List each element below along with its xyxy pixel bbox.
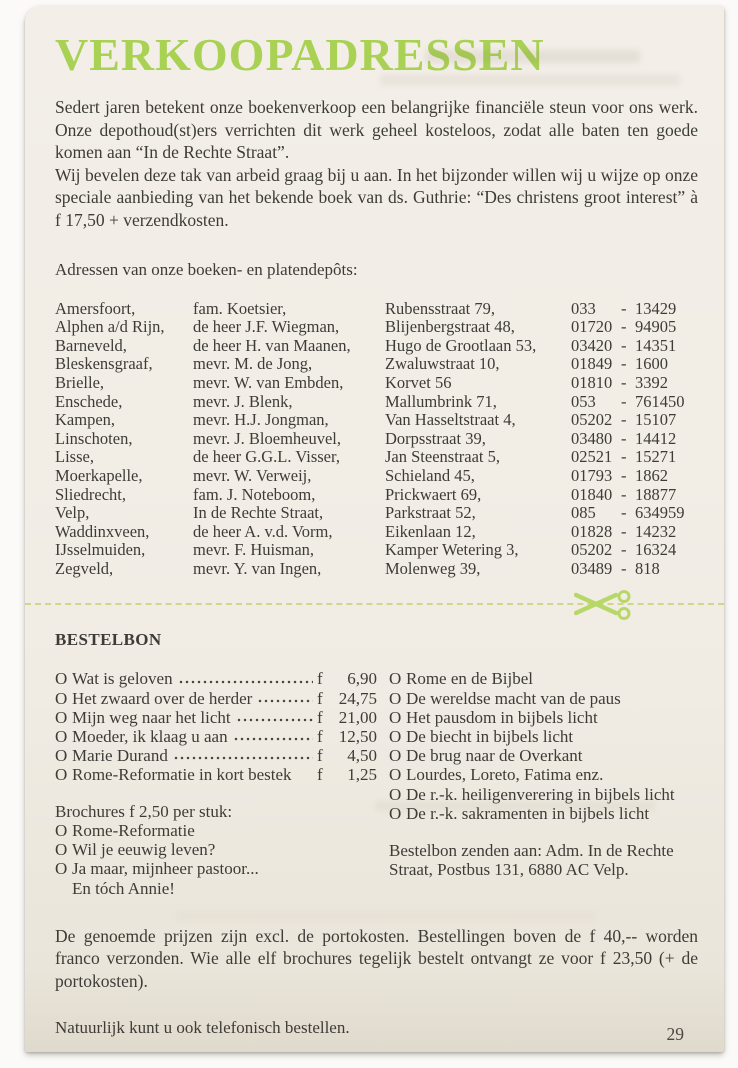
depot-phone: 01840 - 18877 [571,484,677,504]
depot-street: Van Hasseltstraat 4, [385,410,516,430]
order-item: O De r.-k. heiligenverering in bijbels licht [389,784,675,804]
send-to-line-2: Straat, Postbus 131, 6880 AC Velp. [389,860,629,880]
depot-phone: 01828 - 14232 [571,521,677,541]
depot-city: Zegveld, [55,558,114,578]
order-form [55,669,698,897]
intro-section [55,96,698,232]
depot-phone: 03489 - 818 [571,558,660,578]
send-to-address [389,841,698,879]
dot-leader [257,689,313,708]
depot-row [55,541,698,560]
depot-row [55,430,698,449]
depot-contact: de heer H. van Maanen, [193,335,351,355]
depot-row [55,393,698,412]
depots-heading: Adressen van onze boeken- en platendepôts: [55,259,358,279]
depot-contact: mevr. Y. van Ingen, [193,558,322,578]
depot-street: Eikenlaan 12, [385,521,476,541]
checkbox-mark: O [55,669,68,689]
price: 21,00 [338,707,377,727]
depot-row [55,560,698,579]
checkbox-mark: O [389,727,402,747]
intro-paragraph-2: Wij bevelen deze tak van arbeid graag bij u aan. In het bijzonder willen wij u wijze op onze speciale aanbieding van het bekende boek van ds. Guthrie: “Des christens groot interest” à f 17,50 + verzendkosten. [55,164,698,230]
depot-row [55,504,698,523]
depot-contact: de heer G.G.L. Visser, [193,447,340,467]
depot-phone: 05202 - 15107 [571,410,677,430]
depot-city: Moerkapelle, [55,465,143,485]
dot-leader [236,708,313,727]
depot-phone: 05202 - 16324 [571,540,677,560]
checkbox-mark: O [55,820,68,840]
depot-phone: 053 - 761450 [571,391,685,411]
depot-row [55,300,698,319]
dot-leader [178,669,313,688]
order-form-right-column [389,669,698,897]
checkbox-mark: O [389,765,402,785]
page-title: VERKOOPADRESSEN [55,29,545,80]
depot-phone: 01793 - 1862 [571,465,668,485]
bleed-through-smudge [375,801,655,811]
depot-phone: 033 - 13429 [571,298,677,318]
checkbox-mark: O [55,707,68,727]
depot-city: Brielle, [55,372,105,392]
bleed-through-smudge [175,911,595,921]
intro-paragraph-1: Sedert jaren betekent onze boekenverkoop een belangrijke financiële steun voor ons werk. Onze depothoud(st)ers verrichten dit werk geheel kosteloos, zodat alle baten ten goede komen aan “In de Rechte Straat”. [55,97,698,163]
checkbox-mark: O [55,727,68,747]
depot-city: Sliedrecht, [55,484,127,504]
depot-city: Amersfoort, [55,298,136,318]
order-item: O Lourdes, Loreto, Fatima enz. [389,765,604,785]
checkbox-mark: O [389,688,402,708]
order-item: O Rome en de Bijbel [389,669,534,689]
depot-contact: mevr. J. Blenk, [193,391,293,411]
depot-contact: mevr. J. Bloemheuvel, [193,428,342,448]
depot-contact: mevr. W. van Embden, [193,372,344,392]
depot-row [55,523,698,542]
scissors-icon [574,590,638,620]
checkbox-mark: O [55,746,68,766]
depot-row [55,355,698,374]
depot-contact: mevr. M. de Jong, [193,354,313,374]
checkbox-mark: O [389,746,402,766]
order-item: O Het pausdom in bijbels licht [389,707,598,727]
send-to-line-1: Bestelbon zenden aan: Adm. In de Rechte [389,841,674,861]
checkbox-mark: O [55,765,68,785]
depot-row [55,318,698,337]
depot-city: Bleskensgraaf, [55,354,153,374]
checkbox-mark: O [55,840,68,860]
dot-leader [173,746,313,765]
depot-city: Alphen a/d Rijn, [55,317,165,337]
depot-contact: mevr. H.J. Jongman, [193,410,329,430]
depot-contact: mevr. F. Huisman, [193,540,315,560]
order-item: O Marie Durand f 4,50 [55,746,377,766]
depot-contact: de heer J.F. Wiegman, [193,317,340,337]
checkbox-mark: O [389,669,402,689]
depots-table [55,300,698,579]
depot-row [55,337,698,356]
depot-phone: 03480 - 14412 [571,428,677,448]
depot-street: Parkstraat 52, [385,503,476,523]
price: 1,25 [347,765,377,785]
depot-contact: In de Rechte Straat, [193,503,324,523]
depot-row [55,411,698,430]
price: 24,75 [338,688,377,708]
depot-street: Jan Steenstraat 5, [385,447,501,467]
cut-here-dashed-line [25,603,724,605]
depot-city: Lisse, [55,447,94,467]
order-item: O De brug naar de Overkant [389,746,583,766]
bleed-through-smudge [380,74,680,86]
bleed-through-smudge [425,50,640,63]
depot-row [55,374,698,393]
depot-street: Schieland 45, [385,465,475,485]
dot-leader [233,727,313,746]
depot-city: Velp, [55,503,90,523]
depot-phone: 01720 - 94905 [571,317,677,337]
order-item: O De wereldse macht van de paus [389,688,621,708]
depot-street: Kamper Wetering 3, [385,540,519,560]
order-item: O Het zwaard over de herder f 24,75 [55,688,377,708]
depot-contact: mevr. W. Verweij, [193,465,312,485]
checkbox-mark: O [389,707,402,727]
order-form-heading: BESTELBON [55,630,162,650]
pricing-note: De genoemde prijzen zijn excl. de portokosten. Bestellingen boven de f 40,-- worden franco verzonden. Wie alle elf brochures tegelijk bestelt ontvangt ze voor f 23,50 (+ de portokosten). [55,925,698,991]
order-item: O Mijn weg naar het licht f 21,00 [55,707,377,727]
depot-row [55,448,698,467]
depot-city: Linschoten, [55,428,133,448]
brochures-heading: Brochures f 2,50 per stuk: [55,801,233,821]
brochure-item-note: En tóch Annie! [72,878,175,898]
brochure-item: O Wil je eeuwig leven? [55,840,216,860]
price: 6,90 [347,669,377,689]
depot-phone: 01810 - 3392 [571,372,668,392]
depot-street: Prickwaert 69, [385,484,482,504]
order-item: O Rome-Reformatie in kort bestek f 1,25 [55,765,377,785]
depot-city: Kampen, [55,410,116,430]
checkbox-mark: O [55,859,68,879]
checkbox-mark: O [389,803,402,823]
depot-city: Waddinxveen, [55,521,150,541]
telephone-order-note: Natuurlijk kunt u ook telefonisch bestellen. [55,1018,350,1038]
depot-contact: fam. J. Noteboom, [193,484,316,504]
depot-phone: 01849 - 1600 [571,354,668,374]
depot-street: Dorpsstraat 39, [385,428,486,448]
depot-contact: de heer A. v.d. Vorm, [193,521,333,541]
depot-street: Korvet 56 [385,372,452,392]
depot-contact: fam. Koetsier, [193,298,287,318]
order-item: O Moeder, ik klaag u aan f 12,50 [55,727,377,747]
depot-street: Zwaluwstraat 10, [385,354,500,374]
brochure-item: O Rome-Reformatie [55,820,195,840]
depot-phone: 02521 - 15271 [571,447,677,467]
depot-phone: 03420 - 14351 [571,335,677,355]
price: 12,50 [338,727,377,747]
depot-city: Barneveld, [55,335,127,355]
brochure-item: O Ja maar, mijnheer pastoor... [55,859,259,879]
price: 4,50 [347,746,377,766]
page-number: 29 [666,1024,684,1044]
depot-phone: 085 - 634959 [571,503,685,523]
order-item: O De biecht in bijbels licht [389,727,574,747]
checkbox-mark: O [55,688,68,708]
depot-city: IJsselmuiden, [55,540,146,560]
order-item: O Wat is geloven f 6,90 [55,669,377,689]
depot-row [55,467,698,486]
checkbox-mark: O [389,784,402,804]
depot-street: Rubensstraat 79, [385,298,495,318]
order-item: O De r.-k. sakramenten in bijbels licht [389,803,650,823]
depot-city: Enschede, [55,391,123,411]
depot-street: Molenweg 39, [385,558,481,578]
depot-row [55,486,698,505]
depot-street: Mallumbrink 71, [385,391,497,411]
depot-street: Hugo de Grootlaan 53, [385,335,537,355]
order-form-left-column [55,669,377,897]
depot-street: Blijenbergstraat 48, [385,317,515,337]
scanned-page [25,6,724,1052]
